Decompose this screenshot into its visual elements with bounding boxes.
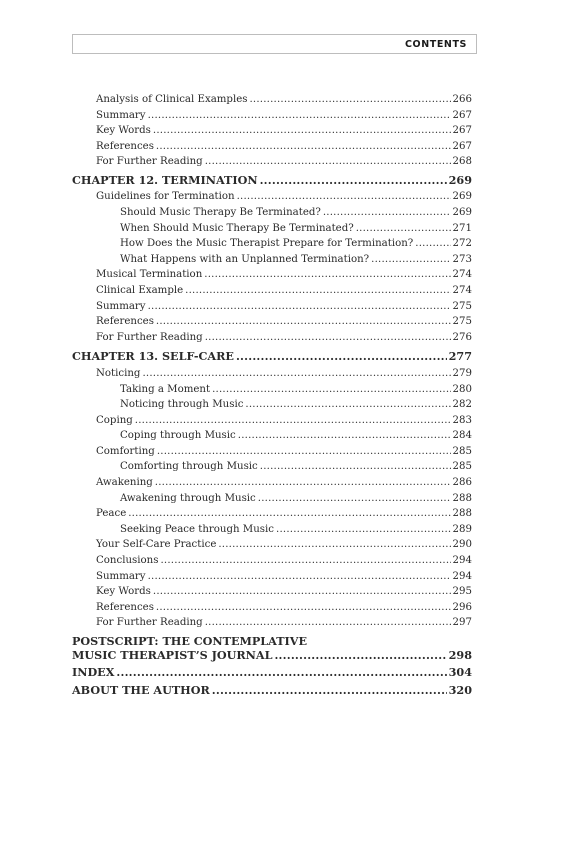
leader-dots bbox=[153, 123, 451, 139]
entry-title: How Does the Music Therapist Prepare for Termination? bbox=[120, 238, 414, 250]
entry-title: Comforting bbox=[96, 445, 155, 457]
entry-page: 274 bbox=[452, 269, 472, 281]
entry-title: Coping through Music bbox=[120, 430, 236, 442]
entry-page: 285 bbox=[452, 461, 472, 473]
entry-title: Coping bbox=[96, 414, 133, 426]
leader-dots bbox=[156, 314, 451, 330]
toc-entry[interactable] bbox=[72, 553, 472, 569]
postscript-title-line1: POSTSCRIPT: THE CONTEMPLATIVE bbox=[72, 634, 307, 648]
leader-dots bbox=[204, 267, 450, 283]
about-page: 320 bbox=[448, 682, 472, 697]
postscript-heading[interactable] bbox=[72, 635, 472, 662]
leader-dots bbox=[237, 189, 451, 205]
leader-dots bbox=[116, 664, 446, 682]
entry-page: 271 bbox=[452, 222, 472, 234]
toc-entry[interactable] bbox=[72, 413, 472, 429]
leader-dots bbox=[148, 569, 451, 585]
entry-page: 279 bbox=[452, 367, 472, 379]
leader-dots bbox=[156, 139, 451, 155]
entry-title: For Further Reading bbox=[96, 331, 203, 343]
toc-entry[interactable] bbox=[72, 314, 472, 330]
leader-dots bbox=[128, 506, 450, 522]
leader-dots bbox=[148, 299, 451, 315]
leader-dots bbox=[218, 537, 450, 553]
leader-dots bbox=[135, 413, 451, 429]
chapter-13-heading[interactable] bbox=[72, 348, 472, 366]
leader-dots bbox=[212, 382, 450, 398]
running-header bbox=[72, 34, 477, 54]
entry-title: Musical Termination bbox=[96, 269, 203, 281]
entry-page: 286 bbox=[452, 477, 472, 489]
header-label: CONTENTS bbox=[404, 39, 467, 50]
entry-page: 275 bbox=[452, 300, 472, 312]
index-heading[interactable] bbox=[72, 664, 472, 682]
leader-dots bbox=[249, 92, 450, 108]
toc-entry[interactable] bbox=[72, 189, 472, 205]
leader-dots bbox=[142, 366, 450, 382]
entry-title: Taking a Moment bbox=[120, 383, 211, 395]
leader-dots bbox=[212, 682, 447, 700]
entry-title: Should Music Therapy Be Terminated? bbox=[120, 207, 321, 219]
entry-page: 282 bbox=[452, 399, 472, 411]
leader-dots bbox=[156, 600, 451, 616]
chapter-title: CHAPTER 12. TERMINATION bbox=[72, 172, 258, 187]
about-title: ABOUT THE AUTHOR bbox=[72, 682, 210, 697]
entry-title: Clinical Example bbox=[96, 285, 184, 297]
toc-entry[interactable] bbox=[72, 397, 472, 413]
toc-entry[interactable] bbox=[72, 600, 472, 616]
leader-dots bbox=[185, 283, 450, 299]
entry-title: Awakening through Music bbox=[120, 492, 256, 504]
pre-entries bbox=[72, 92, 472, 170]
leader-dots bbox=[356, 221, 451, 237]
leader-dots bbox=[148, 108, 451, 124]
entry-page: 273 bbox=[452, 253, 472, 265]
chapter-12-heading[interactable] bbox=[72, 172, 472, 190]
toc-entry[interactable] bbox=[72, 252, 472, 268]
leader-dots bbox=[415, 236, 450, 252]
entry-page: 283 bbox=[452, 414, 472, 426]
index-page: 304 bbox=[448, 665, 472, 679]
leader-dots bbox=[245, 397, 450, 413]
entry-page: 297 bbox=[452, 617, 472, 629]
toc-entry[interactable] bbox=[72, 366, 472, 382]
toc-entry[interactable] bbox=[72, 123, 472, 139]
entry-title: References bbox=[96, 601, 154, 613]
toc-entry[interactable] bbox=[72, 92, 472, 108]
leader-dots bbox=[205, 154, 451, 170]
entry-title: Summary bbox=[96, 109, 146, 121]
entry-title: What Happens with an Unplanned Termination? bbox=[120, 253, 370, 265]
leader-dots bbox=[205, 615, 451, 631]
toc-entry[interactable] bbox=[72, 108, 472, 124]
toc-entry[interactable] bbox=[72, 584, 472, 600]
chapter-12-entries bbox=[72, 189, 472, 345]
leader-dots bbox=[323, 205, 451, 221]
leader-dots bbox=[153, 584, 451, 600]
toc-entry[interactable] bbox=[72, 330, 472, 346]
entry-page: 269 bbox=[452, 191, 472, 203]
entry-page: 267 bbox=[452, 125, 472, 137]
entry-title: Comforting through Music bbox=[120, 461, 258, 473]
toc-entry[interactable] bbox=[72, 537, 472, 553]
entry-page: 289 bbox=[452, 523, 472, 535]
toc-entry[interactable] bbox=[72, 221, 472, 237]
entry-title: Guidelines for Termination bbox=[96, 191, 235, 203]
entry-page: 288 bbox=[452, 492, 472, 504]
leader-dots bbox=[238, 428, 451, 444]
entry-page: 276 bbox=[452, 331, 472, 343]
entry-title: Awakening bbox=[96, 477, 153, 489]
entry-page: 285 bbox=[452, 445, 472, 457]
entry-title: Seeking Peace through Music bbox=[120, 523, 274, 535]
toc-entry[interactable] bbox=[72, 459, 472, 475]
chapter-title: CHAPTER 13. SELF-CARE bbox=[72, 349, 234, 364]
chapter-page: 277 bbox=[448, 349, 472, 364]
toc-entry[interactable] bbox=[72, 615, 472, 631]
entry-title: Analysis of Clinical Examples bbox=[96, 94, 248, 105]
leader-dots bbox=[160, 553, 450, 569]
leader-dots bbox=[260, 172, 447, 190]
toc-entry[interactable] bbox=[72, 475, 472, 491]
toc-entry[interactable] bbox=[72, 236, 472, 252]
entry-page: 295 bbox=[452, 586, 472, 598]
entry-page: 296 bbox=[452, 601, 472, 613]
leader-dots bbox=[155, 475, 451, 491]
entry-page: 290 bbox=[452, 539, 472, 551]
entry-title: Summary bbox=[96, 300, 146, 312]
entry-title: References bbox=[96, 316, 154, 328]
leader-dots bbox=[236, 348, 447, 366]
entry-page: 288 bbox=[452, 508, 472, 520]
leader-dots bbox=[157, 444, 451, 460]
entry-page: 267 bbox=[452, 140, 472, 152]
leader-dots bbox=[276, 522, 451, 538]
entry-title: For Further Reading bbox=[96, 617, 203, 629]
entry-title: Conclusions bbox=[96, 555, 159, 567]
toc-entry[interactable] bbox=[72, 382, 472, 398]
table-of-contents bbox=[72, 92, 472, 699]
toc-entry[interactable] bbox=[72, 139, 472, 155]
chapter-page: 269 bbox=[448, 172, 472, 187]
postscript-line2 bbox=[72, 649, 472, 663]
entry-title: For Further Reading bbox=[96, 156, 203, 168]
entry-page: 267 bbox=[452, 109, 472, 121]
leader-dots bbox=[260, 459, 451, 475]
entry-page: 275 bbox=[452, 316, 472, 328]
toc-entry[interactable] bbox=[72, 299, 472, 315]
toc-entry[interactable] bbox=[72, 506, 472, 522]
toc-entry[interactable] bbox=[72, 154, 472, 170]
entry-title: Summary bbox=[96, 570, 146, 582]
leader-dots bbox=[258, 491, 451, 507]
toc-entry[interactable] bbox=[72, 283, 472, 299]
entry-page: 266 bbox=[452, 94, 472, 105]
toc-entry[interactable] bbox=[72, 444, 472, 460]
entry-page: 294 bbox=[452, 570, 472, 582]
toc-entry[interactable] bbox=[72, 267, 472, 283]
entry-title: Key Words bbox=[96, 586, 151, 598]
entry-page: 284 bbox=[452, 430, 472, 442]
entry-title: Peace bbox=[96, 508, 127, 520]
entry-title: Noticing bbox=[96, 367, 141, 379]
toc-entry[interactable] bbox=[72, 428, 472, 444]
entry-page: 294 bbox=[452, 555, 472, 567]
entry-title: Noticing through Music bbox=[120, 399, 244, 411]
postscript-page: 298 bbox=[448, 647, 472, 662]
entry-title: Key Words bbox=[96, 125, 151, 137]
postscript-title-line2: MUSIC THERAPIST’S JOURNAL bbox=[72, 647, 273, 662]
entry-page: 280 bbox=[452, 383, 472, 395]
toc-entry[interactable] bbox=[72, 569, 472, 585]
leader-dots bbox=[205, 330, 451, 346]
entry-page: 272 bbox=[452, 238, 472, 250]
toc-entry[interactable] bbox=[72, 522, 472, 538]
entry-title: When Should Music Therapy Be Terminated? bbox=[120, 222, 354, 234]
toc-entry[interactable] bbox=[72, 205, 472, 221]
leader-dots bbox=[274, 649, 446, 663]
entry-title: References bbox=[96, 140, 154, 152]
entry-page: 269 bbox=[452, 207, 472, 219]
leader-dots bbox=[371, 252, 450, 268]
about-author-heading[interactable] bbox=[72, 682, 472, 700]
entry-page: 274 bbox=[452, 285, 472, 297]
entry-page: 268 bbox=[452, 156, 472, 168]
index-title: INDEX bbox=[72, 665, 115, 679]
chapter-13-entries bbox=[72, 366, 472, 631]
toc-entry[interactable] bbox=[72, 491, 472, 507]
entry-title: Your Self-Care Practice bbox=[96, 539, 217, 551]
